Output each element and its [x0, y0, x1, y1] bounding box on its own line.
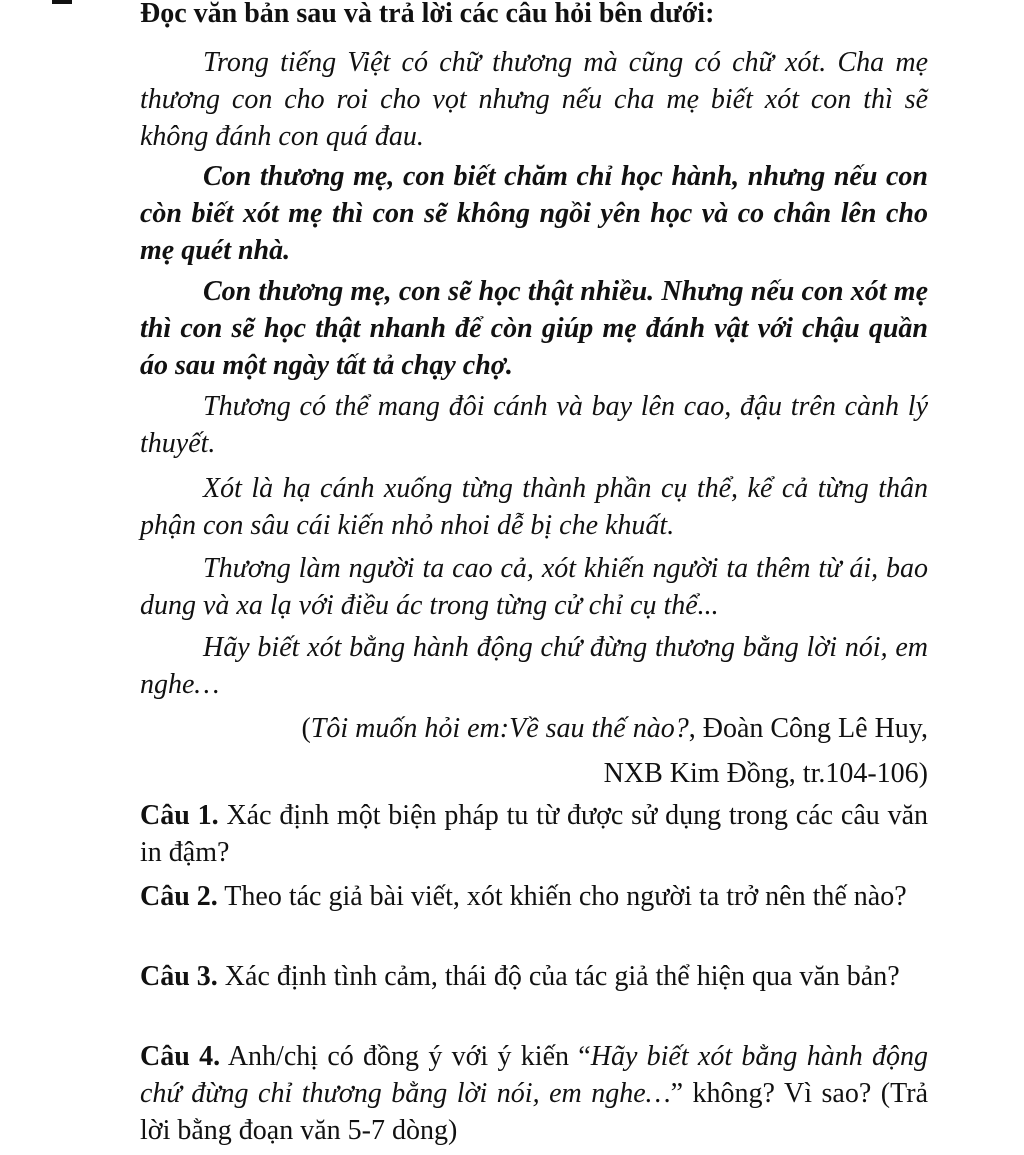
- passage-paragraph-7: Hãy biết xót bằng hành động chứ đừng thương bằng lời nói, em nghe…: [140, 632, 928, 700]
- question-text-before: Anh/chị có đồng ý với ý kiến “: [220, 1041, 591, 1072]
- question-text: Xác định một biện pháp tu từ được sử dụng trong các câu văn in đậm?: [140, 800, 929, 868]
- question-quote: Hãy biết xót bằng hành động chứ đừng chỉ thương bằng lời nói, em nghe…: [140, 1041, 929, 1109]
- passage-paragraph-2-bold: Con thương mẹ, con biết chăm chỉ học hành, nhưng nếu con còn biết xót mẹ thì con sẽ không ngồi yên học và co chân lên cho mẹ quét nhà.: [140, 161, 928, 266]
- instruction-heading: Đọc văn bản sau và trả lời các câu hỏi bên dưới:: [140, 0, 715, 29]
- passage-paragraph-4: Thương có thể mang đôi cánh và bay lên cao, đậu trên cành lý thuyết.: [140, 391, 928, 459]
- question-text: Xác định tình cảm, thái độ của tác giả thể hiện qua văn bản?: [217, 961, 900, 992]
- source-author: , Đoàn Công Lê Huy,: [688, 713, 928, 744]
- question-label: Câu 1.: [140, 800, 219, 831]
- question-text-after: ” không? Vì sao? (Trả lời bằng đoạn văn 5-7 dòng): [140, 1078, 928, 1146]
- passage-paragraph-6: Thương làm người ta cao cả, xót khiến người ta thêm từ ái, bao dung và xa lạ với điều ác trong từng cử chỉ cụ thể...: [140, 553, 928, 621]
- question-label: Câu 2.: [140, 881, 218, 912]
- question-label: Câu 3.: [140, 961, 218, 992]
- passage-paragraph-3-bold: Con thương mẹ, con sẽ học thật nhiều. Nhưng nếu con xót mẹ thì con sẽ học thật nhanh để còn giúp mẹ đánh vật với chậu quần áo sau một ngày tất tả chạy chợ.: [140, 276, 928, 381]
- question-4: [140, 1038, 928, 1149]
- passage-paragraph-1: Trong tiếng Việt có chữ thương mà cũng có chữ xót. Cha mẹ thương con cho roi cho vọt nhưng nếu cha mẹ biết xót con thì sẽ không đánh con quá đau.: [140, 47, 928, 152]
- source-book-title: Tôi muốn hỏi em:Về sau thế nào?: [310, 713, 689, 744]
- question-3: [140, 958, 928, 995]
- page-edge-mark: [52, 0, 72, 4]
- question-text: Theo tác giả bài viết, xót khiến cho người ta trở nên thế nào?: [217, 881, 907, 912]
- source-open-paren: (: [301, 713, 311, 744]
- question-2: [140, 878, 928, 915]
- source-citation-line-1: [301, 710, 928, 747]
- question-label: Câu 4.: [140, 1041, 221, 1072]
- question-1: [140, 797, 928, 871]
- source-citation-line-2: NXB Kim Đồng, tr.104-106): [603, 758, 928, 789]
- passage-paragraph-5: Xót là hạ cánh xuống từng thành phần cụ thể, kể cả từng thân phận con sâu cái kiến nhỏ nhoi dễ bị che khuất.: [140, 473, 928, 541]
